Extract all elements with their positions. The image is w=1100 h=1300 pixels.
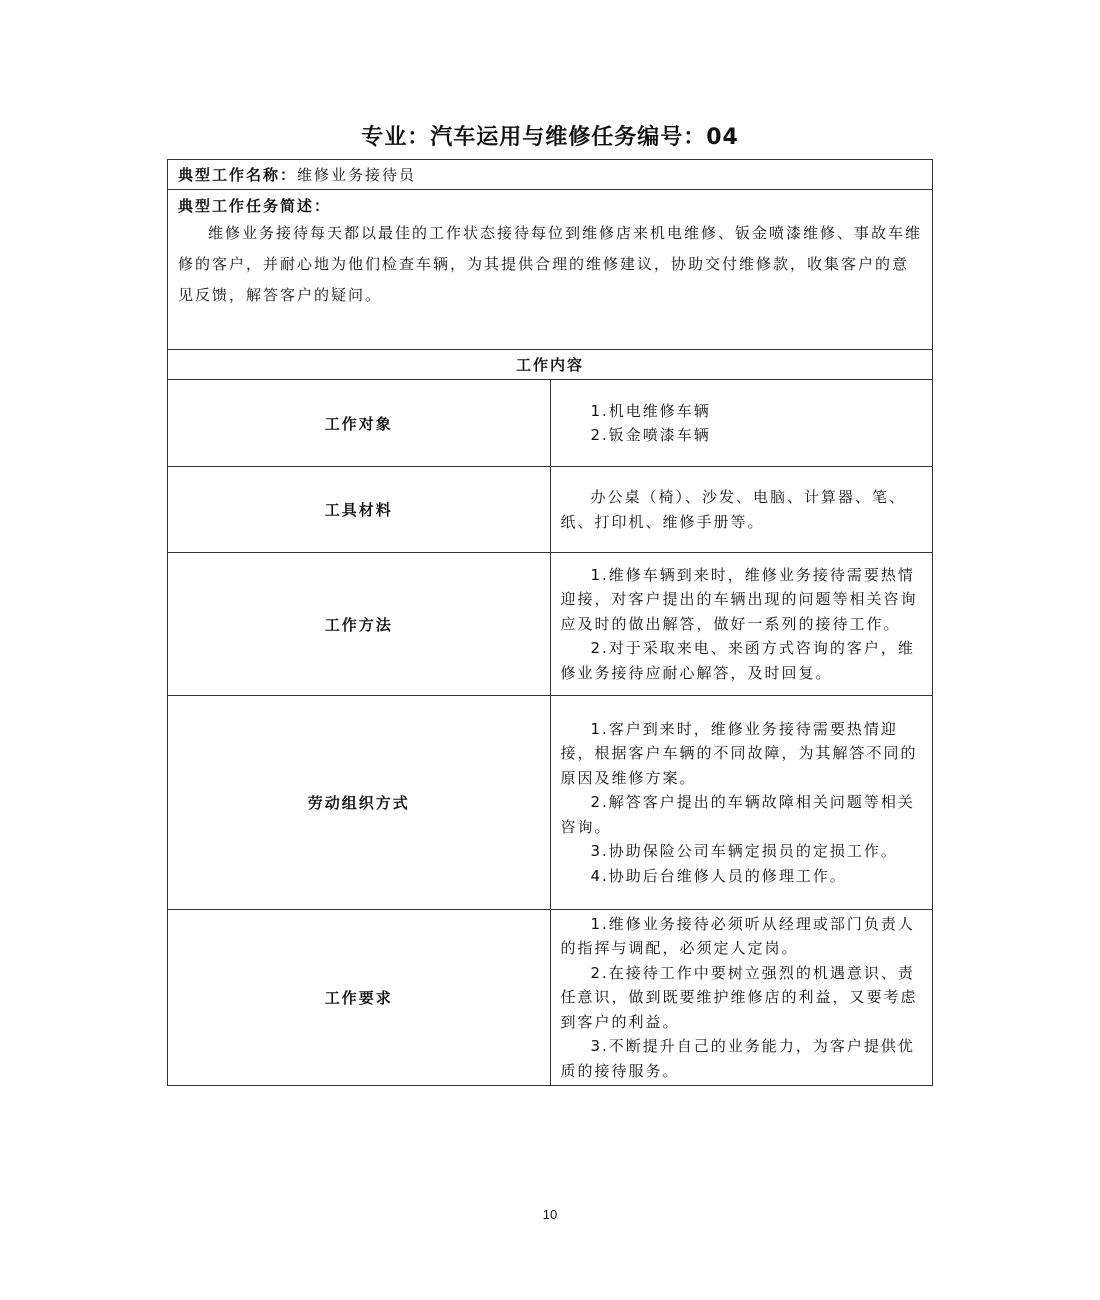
row-content-tools-materials: [550, 467, 933, 553]
typical-work-cell: [168, 160, 933, 190]
row-work-object: [168, 380, 933, 467]
row-label-work-object: 工作对象: [168, 380, 551, 467]
content-line: 1.维修车辆到来时，维修业务接待需要热情迎接，对客户提出的车辆出现的问题等相关咨询应及时的做出解答，做好一系列的接待工作。: [560, 565, 918, 633]
content-line: 1.客户到来时，维修业务接待需要热情迎接，根据客户车辆的不同故障，为其解答不同的原因及维修方案。: [560, 719, 918, 787]
document-title: 专业：汽车运用与维修任务编号：04: [361, 125, 739, 150]
row-label-work-requirements: 工作要求: [168, 910, 551, 1086]
row-labor-organization: [168, 696, 933, 910]
task-description-label: 典型工作任务简述：: [178, 197, 332, 215]
content-line: 4.协助后台维修人员的修理工作。: [590, 866, 847, 885]
task-description-text: 维修业务接待每天都以最佳的工作状态接待每位到维修店来机电维修、钣金喷漆维修、事故车维修的客户，并耐心地为他们检查车辆，为其提供合理的维修建议，协助交付维修款，收集客户的意见反馈，解答客户的疑问。: [178, 224, 923, 304]
content-line: 3.不断提升自己的业务能力，为客户提供优质的接待服务。: [560, 1037, 915, 1080]
content-line: 1.维修业务接待必须听从经理或部门负责人的指挥与调配，必须定人定岗。: [560, 914, 915, 958]
row-label-tools-materials: 工具材料: [168, 467, 551, 553]
task-form-table: [167, 159, 933, 1086]
row-work-requirements: [168, 910, 933, 1086]
task-description-row: [168, 190, 933, 350]
content-line: 办公桌（椅）、沙发、电脑、计算器、笔、纸、打印机、维修手册等。: [560, 488, 907, 531]
typical-work-row: [168, 160, 933, 190]
row-content-work-requirements: [550, 910, 933, 1086]
row-work-method: [168, 553, 933, 696]
work-content-header-row: [168, 350, 933, 380]
content-line: 2.解答客户提出的车辆故障相关问题等相关咨询。: [560, 793, 915, 836]
typical-work-value: 维修业务接待员: [297, 166, 417, 184]
row-content-work-object: [550, 380, 933, 467]
row-label-work-method: 工作方法: [168, 553, 551, 696]
row-content-work-method: [550, 553, 933, 696]
content-line: 2.钣金喷漆车辆: [590, 426, 711, 444]
typical-work-label: 典型工作名称：: [178, 166, 298, 184]
row-tools-materials: [168, 467, 933, 553]
row-content-labor-organization: [550, 696, 933, 910]
task-description-cell: [168, 190, 933, 350]
content-line: 1.机电维修车辆: [590, 401, 711, 420]
row-label-labor-organization: 劳动组织方式: [168, 696, 551, 910]
work-content-header: 工作内容: [168, 350, 933, 380]
content-line: 2.在接待工作中要树立强烈的机遇意识、责任意识，做到既要维护维修店的利益，又要考虑到客户的利益。: [560, 963, 918, 1031]
content-line: 3.协助保险公司车辆定损员的定损工作。: [590, 842, 898, 861]
page-number: 10: [542, 1207, 558, 1222]
content-line: 2.对于采取来电、来函方式咨询的客户，维修业务接待应耐心解答，及时回复。: [560, 639, 915, 682]
